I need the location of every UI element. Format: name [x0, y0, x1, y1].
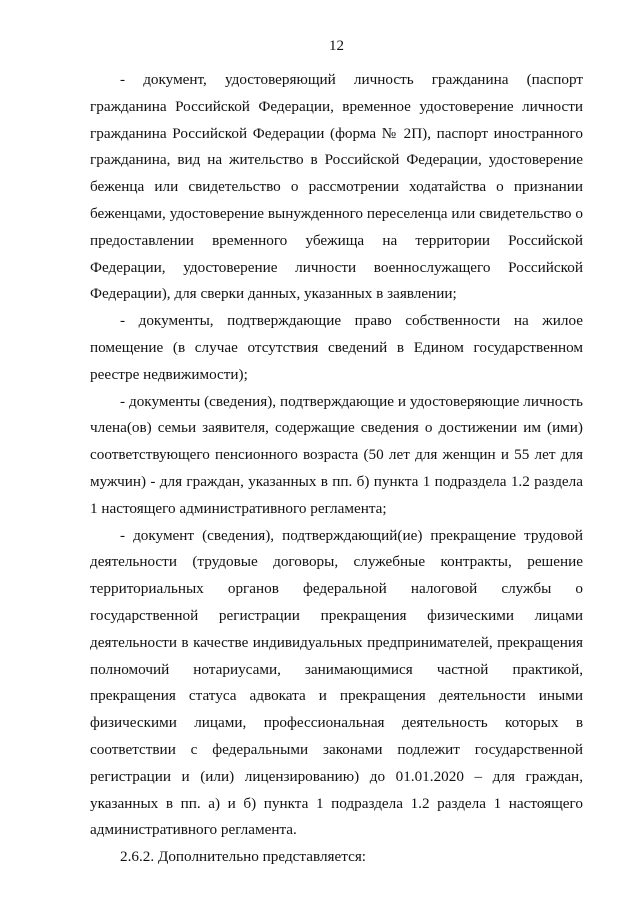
paragraph-identity-document: - документ, удостоверяющий личность гражданина (паспорт гражданина Российской Федерации, временное удостоверение личности гражданина Российской Федерации (форма № 2П), паспорт иностранного гражданина, вид на жительство в Российской Федерации, удостоверение беженца или свидетельство о рассмотрении ходатайства о признании беженцами, удостоверение вынужденного переселенца или свидетельство о предоставлении временного убежища на территории Российской Федерации, удостоверение личности военнослужащего Российской Федерации), для сверки данных, указанных в заявлении; [90, 71, 583, 303]
paragraph-ownership-documents: - документы, подтверждающие право собственности на жилое помещение (в случае отсутствия сведений в Едином государственном реестре недвижимости); [90, 312, 583, 383]
page-number: 12 [329, 38, 344, 54]
paragraph-family-documents: - документы (сведения), подтверждающие и удостоверяющие личность члена(ов) семьи заявителя, содержащие сведения о достижении им (ими) соответствующего пенсионного возраста (50 лет для женщин и 55 лет для мужчин) - для граждан, указанных в пп. б) пункта 1 подраздела 1.2 раздела 1 настоящего административного регламента; [90, 392, 583, 517]
paragraph-employment-termination: - документ (сведения), подтверждающий(ие) прекращение трудовой деятельности (трудовые договоры, служебные контракты, решение территориальных органов федеральной налоговой службы о государственной регистрации прекращения физическими лицами деятельности в качестве индивидуальных предпринимателей, прекращения полномочий нотариусами, занимающимися частной практикой, прекращения статуса адвоката и прекращения деятельности иными физическими лицами, профессиональная деятельность которых в соответствии с федеральными законами подлежит государственной регистрации и (или) лицензированию) до 01.01.2020 – для граждан, указанных в пп. а) и б) пункта 1 подраздела 1.2 раздела 1 настоящего административного регламента. [90, 526, 583, 839]
section-heading: 2.6.2. Дополнительно представляется: [120, 848, 367, 866]
